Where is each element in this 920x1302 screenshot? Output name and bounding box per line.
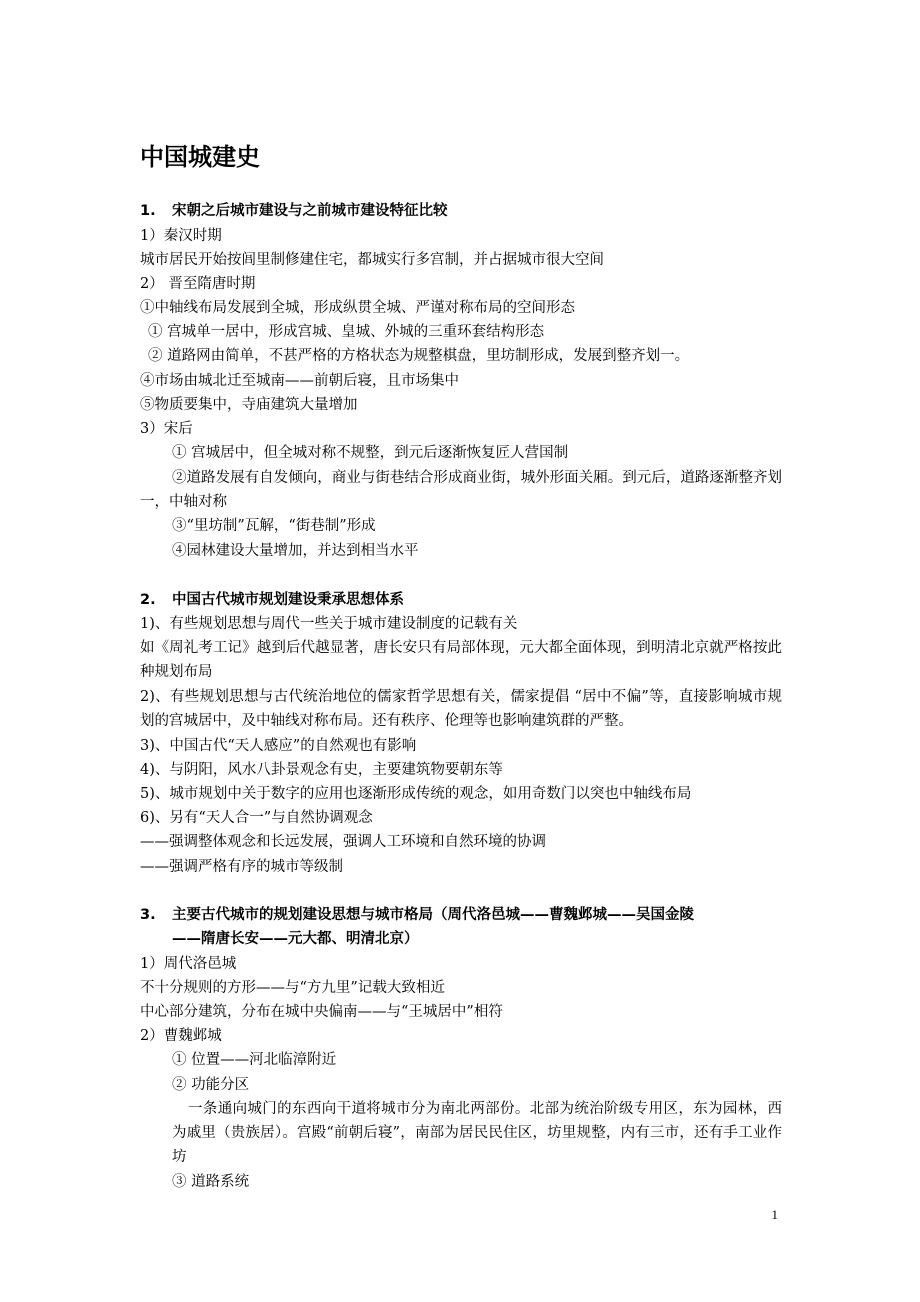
paragraph-wrapped: 如《周礼考工记》越到后代越显著，唐长安只有局部体现，元大都全面体现，到明清北京就严格按此种规划布局 (140, 640, 782, 680)
section-2-title: 中国古代城市规划建设秉承思想体系 (172, 592, 404, 608)
document-title: 中国城建史 (140, 143, 260, 171)
paragraph-line: ② 道路网由简单，不甚严格的方格状态为规整棋盘，里坊制形成，发展到整齐划一。 (148, 348, 690, 364)
section-1-title: 宋朝之后城市建设与之前城市建设特征比较 (172, 203, 448, 219)
paragraph-wrapped: 一条通向城门的东西向干道将城市分为南北两部份。北部为统治阶级专用区，东为园林，西为戚里（贵族居）。宫殿“前朝后寝”，南部为居民民住区，坊里规整，内有三市，还有手工业作坊 (172, 1101, 782, 1165)
section-3-title-line-1: 主要古代城市的规划建设思想与城市格局（周代洛邑城——曹魏邺城——吴国金陵 (172, 907, 694, 923)
paragraph-wrapped: 2)、有些规划思想与古代统治地位的儒家哲学思想有关，儒家提倡 “居中不偏”等，直接影响城市规划的宫城居中，及中轴线对称布局。还有秩序、伦理等也影响建筑群的严整。 (140, 689, 782, 729)
section-3-number: 3. (140, 907, 156, 923)
section-1-heading (140, 199, 448, 223)
paragraph-line: 1）秦汉时期 (140, 228, 222, 244)
paragraph-line: ① 位置——河北临漳附近 (172, 1052, 337, 1068)
paragraph-line: ① 宫城居中，但全城对称不规整，到元后逐渐恢复匠人营国制 (172, 445, 569, 461)
paragraph-line: 2） 晋至隋唐时期 (140, 276, 256, 292)
paragraph-line: 不十分规则的方形——与“方九里”记载大致相近 (140, 980, 445, 996)
section-1-number: 1. (140, 203, 156, 219)
section-3-title-line-2: ——隋唐长安——元大都、明清北京） (172, 931, 419, 947)
paragraph-line: 中心部分建筑，分布在城中央偏南——与“王城居中”相符 (140, 1004, 503, 1020)
paragraph-line: 城市居民开始按闾里制修建住宅，都城实行多宫制，并占据城市很大空间 (140, 252, 604, 268)
paragraph-line: 1)、有些规划思想与周代一些关于城市建设制度的记载有关 (140, 616, 518, 632)
paragraph-line: 2）曹魏邺城 (140, 1028, 222, 1044)
paragraph-line: ② 功能分区 (172, 1077, 250, 1093)
section-2-heading (140, 588, 404, 612)
section-3-heading (140, 903, 694, 927)
page-number: 1 (771, 1207, 778, 1222)
paragraph-line: ① 宫城单一居中，形成宫城、皇城、外城的三重环套结构形态 (148, 324, 545, 340)
paragraph-line: 1）周代洛邑城 (140, 956, 237, 972)
paragraph-line: ③“里坊制”瓦解，“街巷制”形成 (172, 518, 376, 534)
paragraph-wrapped: ②道路发展有自发倾向，商业与街巷结合形成商业街，城外形面关厢。到元后，道路逐渐整齐划一，中轴对称 (140, 470, 782, 510)
paragraph-line: ——强调整体观念和长远发展，强调人工环境和自然环境的协调 (140, 834, 546, 850)
paragraph-line: ④市场由城北迁至城南——前朝后寝，且市场集中 (140, 373, 459, 389)
paragraph-line: ④园林建设大量增加，并达到相当水平 (172, 543, 419, 559)
paragraph-line: 3)、中国古代“天人感应”的自然观也有影响 (140, 738, 417, 754)
paragraph-line: 5)、城市规划中关于数字的应用也逐渐形成传统的观念，如用奇数门以突也中轴线布局 (140, 786, 692, 802)
paragraph-line: ③ 道路系统 (172, 1174, 250, 1190)
paragraph-line: ⑤物质要集中，寺庙建筑大量增加 (140, 397, 358, 413)
paragraph-line: 4)、与阴阳，风水八卦景观念有史，主要建筑物要朝东等 (140, 762, 503, 778)
section-2-number: 2. (140, 592, 156, 608)
paragraph-line: 6)、另有“天人合一”与自然协调观念 (140, 810, 373, 826)
paragraph-line: ①中轴线布局发展到全城，形成纵贯全城、严谨对称布局的空间形态 (140, 300, 575, 316)
paragraph-line: 3）宋后 (140, 421, 193, 437)
paragraph-line: ——强调严格有序的城市等级制 (140, 859, 343, 875)
